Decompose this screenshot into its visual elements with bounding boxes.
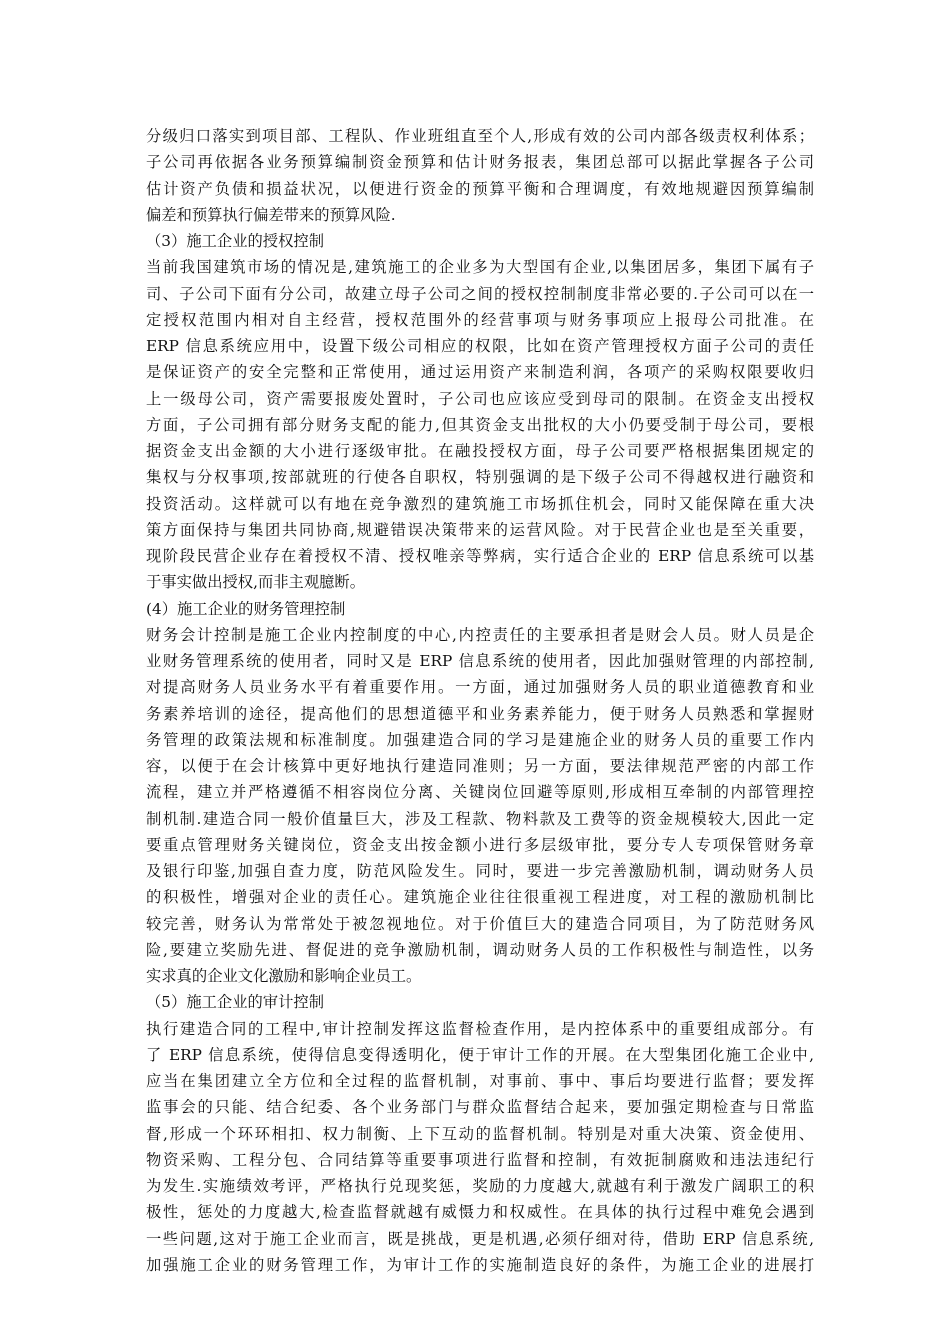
- text-line: 容，以便于在会计核算中更好地执行建造同准则；另一方面，要法律规范严密的内部工作: [146, 757, 814, 775]
- text-line: 司、子公司下面有分公司，故建立母子公司之间的授权控制制度非常必要的.子公司可以在一: [146, 284, 814, 303]
- paragraph-financial-control: [146, 622, 814, 990]
- text-line: 估计资产负债和损益状况，以便进行资金的预算平衡和合理调度，有效地规避因预算编制: [146, 179, 814, 198]
- text-line: 一些问题,这对于施工企业而言，既是挑战，更是机遇,必须仔细对待，借助 ERP 信息系统,: [146, 1229, 814, 1248]
- text-line: 偏差和预算执行偏差带来的预算风险.: [146, 205, 396, 224]
- text-line: 是保证资产的安全完整和正常使用，通过运用资产来制造利润，各项产的采购权限要收归: [146, 363, 814, 382]
- text-line: 投资活动。这样就可以有地在竞争激烈的建筑施工市场抓住机会，同时又能保障在重大决: [146, 494, 814, 513]
- text-line: 执行建造合同的工程中,审计控制发挥这监督检查作用，是内控体系中的重要组成部分。有: [146, 1019, 814, 1038]
- paragraph-audit-control: [146, 1016, 814, 1279]
- text-line: 较完善，财务认为常常处于被忽视地位。对于价值巨大的建造合同项目，为了防范财务风: [146, 914, 814, 933]
- text-line: 流程，建立并严格遵循不相容岗位分离、关键岗位回避等原则,形成相互牵制的内部管理控: [146, 783, 814, 802]
- text-line: 督,形成一个环环相扣、权力制衡、上下互动的监督机制。特别是对重大决策、资金使用、: [146, 1124, 814, 1143]
- text-line: 监事会的只能、结合纪委、各个业务部门与群众监督结合起来，要加强定期检查与日常监: [146, 1098, 814, 1117]
- section-heading-financial-control: (4）施工企业的财务管理控制: [146, 599, 346, 618]
- text-line: 现阶段民营企业存在着授权不清、授权唯亲等弊病，实行适合企业的 ERP 信息系统可以基: [146, 547, 814, 565]
- paragraph-authorization-control: [146, 254, 814, 595]
- text-line: 上一级母公司，资产需要报废处置时，子公司也应该应受到母司的限制。在资金支出授权: [146, 389, 814, 408]
- text-line: 子公司再依据各业务预算编制资金预算和估计财务报表，集团总部可以据此掌握各子公司: [146, 153, 814, 172]
- text-line: 加强施工企业的财务管理工作，为审计工作的实施制造良好的条件，为施工企业的进展打: [146, 1255, 814, 1274]
- text-line: 应当在集团建立全方位和全过程的监督机制，对事前、事中、事后均要进行监督；要发挥: [146, 1072, 814, 1090]
- text-line: 对提高财务人员业务水平有着重要作用。一方面，通过加强财务人员的职业道德教育和业: [146, 678, 814, 697]
- text-line: 财务会计控制是施工企业内控制度的中心,内控责任的主要承担者是财会人员。财人员是企: [146, 625, 814, 644]
- text-line: 方面，子公司拥有部分财务支配的能力,但其资金支出批权的大小仍要受制于母公司，要根: [146, 415, 814, 434]
- text-line: 据资金支出金额的大小进行逐级审批。在融投授权方面，母子公司要严格根据集团规定的: [146, 442, 814, 460]
- text-line: 分级归口落实到项目部、工程队、作业班组直至个人,形成有效的公司内部各级责权利体系；: [146, 127, 814, 145]
- paragraph-budget-risk: [146, 123, 814, 228]
- text-line: 的积极性，增强对企业的责任心。建筑施企业往往很重视工程进度，对工程的激励机制比: [146, 888, 814, 907]
- text-line: 业财务管理系统的使用者，同时又是 ERP 信息系统的使用者，因此加强财管理的内部控制,: [146, 652, 814, 670]
- text-line: 险,要建立奖励先进、督促进的竞争激励机制，调动财务人员的工作积极性与制造性，以务: [146, 940, 814, 959]
- text-line: 了 ERP 信息系统，使得信息变得透明化，便于审计工作的开展。在大型集团化施工企业中,: [146, 1045, 814, 1064]
- text-line: 集权与分权事项,按部就班的行使各自职权，特别强调的是下级子公司不得越权进行融资和: [146, 468, 814, 487]
- text-line: 定授权范围内相对自主经营，授权范围外的经营事项与财务事项应上报母公司批准。在: [146, 310, 814, 329]
- text-line: 实求真的企业文化激励和影响企业员工。: [146, 967, 422, 985]
- document-body: [146, 123, 814, 1278]
- text-line: 务管理的政策法规和标准制度。加强建造合同的学习是建施企业的财务人员的重要工作内: [146, 730, 814, 749]
- text-line: 及银行印鉴,加强自查力度，防范风险发生。同时，要进一步完善激励机制，调动财务人员: [146, 862, 814, 880]
- text-line: ERP 信息系统应用中，设置下级公司相应的权限，比如在资产管理授权方面子公司的责任: [146, 337, 814, 355]
- text-line: 于事实做出授权,而非主观臆断。: [146, 573, 366, 592]
- text-line: 物资采购、工程分包、合同结算等重要事项进行监督和控制，有效扼制腐败和违法违纪行: [146, 1150, 814, 1169]
- text-line: 制机制.建造合同一般价值量巨大，涉及工程款、物料款及工费等的资金规模较大,因此一定: [146, 809, 814, 828]
- text-line: 为发生.实施绩效考评，严格执行兑现奖惩，奖励的力度越大,就越有利于激发广阔职工的积: [146, 1177, 814, 1195]
- section-heading-audit-control: （5）施工企业的审计控制: [146, 993, 324, 1012]
- text-line: 极性，惩处的力度越大,检查监督就越有威慑力和权威性。在具体的执行过程中难免会遇到: [146, 1203, 814, 1222]
- text-line: 务素养培训的途径，提高他们的思想道德平和业务素养能力，便于财务人员熟悉和掌握财: [146, 704, 814, 723]
- text-line: 当前我国建筑市场的情况是,建筑施工的企业多为大型国有企业,以集团居多，集团下属有子: [146, 258, 814, 277]
- text-line: 要重点管理财务关键岗位，资金支出按金额小进行多层级审批，要分专人专项保管财务章: [146, 835, 814, 854]
- section-heading-authorization-control: （3）施工企业的授权控制: [146, 232, 324, 250]
- text-line: 策方面保持与集团共同协商,规避错误决策带来的运营风险。对于民营企业也是至关重要，: [146, 520, 814, 539]
